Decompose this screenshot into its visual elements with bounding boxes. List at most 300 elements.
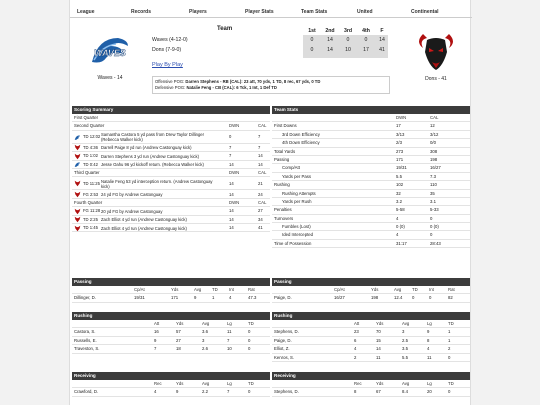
column-head: Int xyxy=(429,287,434,292)
stat-header-row xyxy=(72,320,270,328)
dons-team-icon xyxy=(74,225,81,232)
stat-value: 11 xyxy=(427,354,432,360)
column-head: Avg xyxy=(394,287,402,292)
stat-label: First Downs xyxy=(274,123,297,129)
column-head: Lg xyxy=(227,321,232,326)
stat-label: Penalties xyxy=(274,207,292,213)
column-head: TD xyxy=(448,321,454,326)
column-head: Avg xyxy=(402,381,410,386)
nav-player-stats[interactable]: Player Stats xyxy=(245,8,274,15)
dons-team-icon xyxy=(74,208,81,215)
column-head: TD xyxy=(448,381,454,386)
team-name: Dons (7-9-0) xyxy=(152,47,182,53)
stat-cal: 12 xyxy=(430,123,435,129)
dwn-head: DWN xyxy=(396,115,407,120)
receiving-right-panel xyxy=(272,372,470,397)
team-column-head: Team xyxy=(217,26,233,32)
stat-dwn: 2/3 xyxy=(396,140,402,146)
players-of-game xyxy=(152,76,390,94)
player-name[interactable]: Paige, D. xyxy=(274,295,292,301)
stat-dwn: 273 xyxy=(396,148,404,154)
score-row-waves xyxy=(152,36,392,45)
stat-dwn: 5-58 xyxy=(396,207,405,213)
play-type-time: TD 1:02 xyxy=(83,153,98,159)
final-head: F xyxy=(380,28,384,34)
team-stat-row xyxy=(272,139,470,147)
q-score: 0 xyxy=(346,37,350,43)
team-stat-row xyxy=(272,190,470,198)
player-stat-row xyxy=(72,337,270,345)
first-quarter-row xyxy=(72,114,270,122)
dons-team-icon xyxy=(74,144,81,151)
q-score: 0 xyxy=(310,47,314,53)
home-score: 41 xyxy=(258,225,263,231)
stat-value: 82 xyxy=(448,295,453,301)
player-stat-row xyxy=(272,337,470,345)
stat-cal: 0 (0) xyxy=(430,224,439,230)
column-head: Yds xyxy=(376,321,384,326)
stat-value: 16 xyxy=(154,329,159,335)
stat-dwn: 31:17 xyxy=(396,240,407,246)
stat-dwn: 171 xyxy=(396,156,404,162)
stat-header-row xyxy=(72,286,270,294)
stat-value: 7 xyxy=(227,337,230,343)
quarter-label: Third Quarter xyxy=(74,169,100,175)
defensive-pog xyxy=(155,85,387,91)
waves-logo-text: WAVES xyxy=(94,48,126,58)
stat-value: 198 xyxy=(371,295,379,301)
stat-value: 1 xyxy=(212,295,215,301)
final-score: 41 xyxy=(379,47,385,53)
stat-label: Yards per Rush xyxy=(282,198,312,204)
column-head: Rec xyxy=(154,381,162,386)
third-quarter-row xyxy=(72,169,270,177)
scoring-summary-panel xyxy=(72,106,270,232)
dons-logo xyxy=(413,28,459,74)
column-head: Rat xyxy=(248,287,255,292)
stat-value: 3 xyxy=(202,337,205,343)
play-description: Darren Stephens 3 yd run (Andrew Castonguay kick) xyxy=(101,153,199,159)
scoring-play xyxy=(72,152,270,160)
stat-value: 2.2 xyxy=(202,389,208,395)
stat-dwn: 3/13 xyxy=(396,131,405,137)
stat-cal: 3.1 xyxy=(430,198,436,204)
player-name[interactable]: Crawford, D. xyxy=(74,389,99,395)
quarter-label: First Quarter xyxy=(74,115,99,120)
stat-value: 9 xyxy=(176,389,179,395)
stat-label: Ided Intercepted xyxy=(282,232,314,238)
stat-value: 8 xyxy=(427,337,430,343)
scoring-play xyxy=(72,190,270,198)
panel-title: Receiving xyxy=(72,372,270,380)
player-stat-row xyxy=(272,354,470,362)
q4-plays xyxy=(72,207,270,232)
play-type-time: TD 4:36 xyxy=(83,144,98,150)
stat-value: 0 xyxy=(448,354,451,360)
stat-cal: 0 xyxy=(430,232,433,238)
stat-value: 20 xyxy=(427,389,432,395)
q3-plays xyxy=(72,177,270,198)
away-score: 14 xyxy=(229,216,234,222)
waves-team-icon xyxy=(74,134,81,141)
player-name[interactable]: Traveston, S. xyxy=(74,346,100,352)
column-head: Att xyxy=(354,321,360,326)
play-description: Zach Elliot 4 yd run (Andrew Castonguay kick) xyxy=(101,217,187,223)
home-score: 24 xyxy=(258,191,263,197)
team-stat-row xyxy=(272,148,470,156)
stat-header-row xyxy=(272,320,470,328)
team-stat-row xyxy=(272,131,470,139)
column-head: Yds xyxy=(371,287,379,292)
column-head: Cp/At xyxy=(134,287,145,292)
stat-header-row xyxy=(272,286,470,294)
final-score: 14 xyxy=(379,37,385,43)
stat-value: 4 xyxy=(229,295,232,301)
cal-head: CAL xyxy=(258,199,267,205)
column-head: Avg xyxy=(194,287,202,292)
team-stats-rows xyxy=(272,122,470,248)
player-name[interactable]: Elliot, Z. xyxy=(274,346,290,352)
defense-pog-label: Defensive POG: xyxy=(155,85,186,90)
column-head: Att xyxy=(154,321,160,326)
stat-value: 57 xyxy=(176,329,181,335)
column-head: TD xyxy=(212,287,218,292)
scoring-play xyxy=(72,216,270,224)
stat-value: 4 xyxy=(154,389,157,395)
player-name[interactable]: Stephens, D. xyxy=(274,389,299,395)
stat-value: 0 xyxy=(248,329,251,335)
team-stat-row xyxy=(272,122,470,130)
player-name[interactable]: Russells, E. xyxy=(74,337,97,343)
play-description: Zach Elliot 4 yd run (Andrew Castonguay kick) xyxy=(101,225,187,231)
stat-value: 19/31 xyxy=(134,295,145,301)
player-stat-row xyxy=(72,328,270,336)
offense-pog-value: Darren Stephens - RB (CAL): 23 att, 70 yds, 1 TD, 8 rec, 67 yds, 0 TD xyxy=(185,79,321,84)
nav-league[interactable]: League xyxy=(77,8,95,15)
column-head: Lg xyxy=(427,381,432,386)
stat-value: 9 xyxy=(154,337,157,343)
stat-value: 0 xyxy=(248,389,251,395)
away-score: 7 xyxy=(229,153,232,159)
quarter-label: Second Quarter xyxy=(74,123,105,129)
away-score: 14 xyxy=(229,225,234,231)
stat-value: 67 xyxy=(376,389,381,395)
scoring-play xyxy=(72,207,270,215)
fourth-quarter-row xyxy=(72,199,270,207)
panel-title: Rushing xyxy=(72,312,270,320)
play-by-play-link[interactable]: Play By Play xyxy=(152,62,183,68)
play-description: 24 yd FG by Andrew Castonguay xyxy=(101,192,163,198)
stat-label: Time of Possession xyxy=(274,240,312,246)
play-type-time: TD 11:25 xyxy=(83,180,100,186)
away-caption: Waves - 14 xyxy=(97,75,123,81)
stat-value: 4 xyxy=(427,346,430,352)
stat-cal: 16/27 xyxy=(430,165,441,171)
rushing-right-panel xyxy=(272,312,470,362)
stat-value: 3.5 xyxy=(402,346,408,352)
column-head: Rat xyxy=(448,287,455,292)
stat-cal: 5-33 xyxy=(430,207,439,213)
q2-plays xyxy=(72,131,270,169)
passing-left-panel xyxy=(72,278,270,303)
stat-value: 1 xyxy=(448,337,451,343)
stat-label: Turnovers xyxy=(274,215,294,221)
player-name[interactable]: Stephens, D. xyxy=(274,329,299,335)
stat-dwn: 0 (0) xyxy=(396,224,405,230)
dons-team-icon xyxy=(74,191,81,198)
away-score: 14 xyxy=(229,208,234,214)
stat-value: 11 xyxy=(227,329,232,335)
play-type-time: TD 1:45 xyxy=(83,225,98,231)
player-name[interactable]: Castora, S. xyxy=(74,329,96,335)
player-stat-row xyxy=(72,345,270,353)
stat-cal: 3/12 xyxy=(430,131,439,137)
away-score: 14 xyxy=(229,180,234,186)
away-score: 0 xyxy=(229,134,232,140)
stat-value: 8.4 xyxy=(402,389,408,395)
stat-label: 4th Down Efficiency xyxy=(282,140,320,146)
stat-dwn: 4 xyxy=(396,232,399,238)
away-score: 14 xyxy=(229,161,234,167)
stat-value: 47.3 xyxy=(248,295,257,301)
stat-value: 2 xyxy=(448,346,451,352)
panel-title: Passing xyxy=(272,278,470,286)
stat-value: 1 xyxy=(448,329,451,335)
stat-value: 7 xyxy=(227,389,230,395)
stat-value: 16/27 xyxy=(334,295,345,301)
stat-header-row xyxy=(72,380,270,388)
stat-value: 0 xyxy=(412,295,415,301)
home-score: 14 xyxy=(258,153,263,159)
stat-value: 2 xyxy=(354,354,357,360)
player-name[interactable]: Paige, D. xyxy=(274,337,292,343)
play-description: Samantha Castora 5 yd pass from Drew Taylor Dillinger (Rebecca Walker kick) xyxy=(101,132,205,143)
home-caption: Dons - 41 xyxy=(425,76,447,82)
stat-value: 0 xyxy=(248,346,251,352)
scoring-play xyxy=(72,131,270,144)
column-head: Cp/At xyxy=(334,287,345,292)
stat-cal: 35 xyxy=(430,190,435,196)
stat-dwn: 102 xyxy=(396,182,404,188)
q-score: 17 xyxy=(363,47,369,53)
dons-team-icon xyxy=(74,180,81,187)
column-head: Lg xyxy=(427,321,432,326)
column-head: Yds xyxy=(171,287,179,292)
team-stat-row xyxy=(272,164,470,172)
dons-team-icon xyxy=(74,216,81,223)
stat-value: 9 xyxy=(427,329,430,335)
stat-cal: 110 xyxy=(430,182,437,188)
stat-value: 70 xyxy=(376,329,381,335)
stat-value: 6 xyxy=(354,337,357,343)
defense-pog-value: Natalie Feng - CB (CAL): 6 Tck, 1 Int, 1 Def TD xyxy=(186,85,277,90)
stat-cal: 28:43 xyxy=(430,240,441,246)
nav-united[interactable]: United xyxy=(357,8,373,15)
stat-dwn: 32 xyxy=(396,190,401,196)
stat-value: 171 xyxy=(171,295,179,301)
scoring-play xyxy=(72,161,270,169)
play-description: Darrell Paige 8 yd run (Andrew Castonguay kick) xyxy=(101,145,192,151)
player-name[interactable]: Kenros, S. xyxy=(274,354,295,360)
stat-cal: 308 xyxy=(430,148,438,154)
stat-value: 2.6 xyxy=(202,346,208,352)
panel-title: Rushing xyxy=(272,312,470,320)
column-head: Rec xyxy=(354,381,362,386)
column-head: Lg xyxy=(227,381,232,386)
cal-head: CAL xyxy=(258,169,267,175)
home-score: 14 xyxy=(258,161,263,167)
stat-value: 23 xyxy=(354,329,359,335)
play-type-time: TD 2:25 xyxy=(83,216,98,222)
stat-value: 27 xyxy=(176,337,181,343)
stat-cal: 198 xyxy=(430,156,438,162)
stat-header-row xyxy=(272,380,470,388)
scoring-play xyxy=(72,144,270,152)
away-score: 7 xyxy=(229,144,232,150)
passing-right-panel xyxy=(272,278,470,303)
dons-team-icon xyxy=(74,153,81,160)
second-quarter-row xyxy=(72,122,270,130)
stat-value: 3.6 xyxy=(202,329,208,335)
waves-logo xyxy=(88,32,132,70)
column-head: Avg xyxy=(202,321,210,326)
home-score: 34 xyxy=(258,216,263,222)
play-type-time: TD 12:02 xyxy=(83,134,101,140)
home-score: 7 xyxy=(258,144,261,150)
play-description: Jesse Oahu 96 yd kickoff return. (Rebecca Walker kick) xyxy=(101,162,204,168)
stat-label: 3rd Down Efficiency xyxy=(282,131,320,137)
stat-label: Comp/Att xyxy=(282,165,300,171)
column-head: Avg xyxy=(402,321,410,326)
stat-value: 10 xyxy=(227,346,232,352)
quarter-label: Fourth Quarter xyxy=(74,199,103,205)
nav-team-stats[interactable]: Team Stats xyxy=(301,8,328,15)
column-head: TD xyxy=(248,381,254,386)
q3-head: 3rd xyxy=(343,28,353,34)
top-nav xyxy=(70,6,472,18)
team-stats-title: Team Stats xyxy=(272,106,470,114)
team-stats-panel xyxy=(272,106,470,248)
stat-value: 11 xyxy=(376,354,381,360)
team-stat-row xyxy=(272,173,470,181)
team-name: Waves (4-12-0) xyxy=(152,37,188,43)
receiving-left-panel xyxy=(72,372,270,397)
play-type-time: FG 2:53 xyxy=(83,191,99,197)
team-stat-row xyxy=(272,181,470,189)
panel-title: Passing xyxy=(72,278,270,286)
team-stat-row xyxy=(272,206,470,214)
nav-records[interactable]: Records xyxy=(131,8,152,15)
team-stat-row xyxy=(272,223,470,231)
nav-players[interactable]: Players xyxy=(189,8,207,15)
rushing-left-panel xyxy=(72,312,270,354)
column-head: Yds xyxy=(176,381,184,386)
play-type-time: TD 0:42 xyxy=(83,161,98,167)
stat-dwn: 19/31 xyxy=(396,165,407,171)
player-stat-row xyxy=(72,388,270,396)
cal-head: CAL xyxy=(430,115,439,120)
cal-head: CAL xyxy=(258,123,267,129)
q-score: 0 xyxy=(310,37,314,43)
stat-dwn: 5.5 xyxy=(396,173,402,179)
stat-value: 18 xyxy=(176,346,181,352)
player-stat-row xyxy=(272,294,470,302)
stat-cal: 0 xyxy=(430,215,433,221)
waves-team-icon xyxy=(74,161,81,168)
home-score: 21 xyxy=(258,180,263,186)
stat-cal: 7.3 xyxy=(430,173,436,179)
stat-label: Total Yards xyxy=(274,148,296,154)
page xyxy=(69,0,471,405)
stat-value: 4 xyxy=(354,346,357,352)
stat-value: 3 xyxy=(402,329,405,335)
panel-title: Receiving xyxy=(272,372,470,380)
stat-value: 12.4 xyxy=(394,295,403,301)
team-stat-row xyxy=(272,215,470,223)
nav-continental[interactable]: Continental xyxy=(411,8,439,15)
team-stats-header xyxy=(272,114,470,122)
column-head: TD xyxy=(412,287,418,292)
stat-value: 0 xyxy=(448,389,451,395)
player-stat-row xyxy=(272,388,470,396)
stat-dwn: 17 xyxy=(396,123,401,129)
team-stat-row xyxy=(272,240,470,248)
stat-label: Rushing Attempts xyxy=(282,190,316,196)
stat-value: 14 xyxy=(376,346,381,352)
player-stat-row xyxy=(272,328,470,336)
stat-value: 7 xyxy=(154,346,157,352)
q-score: 14 xyxy=(327,47,333,53)
stat-value: 0 xyxy=(429,295,432,301)
stat-value: 15 xyxy=(376,337,381,343)
stat-label: Passing xyxy=(274,156,290,162)
home-score: 7 xyxy=(258,134,261,140)
home-score: 27 xyxy=(258,208,263,214)
dwn-head: DWN xyxy=(229,169,240,175)
q-score: 10 xyxy=(345,47,351,53)
stat-value: 9 xyxy=(194,295,197,301)
scoring-play xyxy=(72,177,270,190)
offense-pog-label: Offensive POG: xyxy=(155,79,185,84)
away-score: 14 xyxy=(229,191,234,197)
player-stat-row xyxy=(272,345,470,353)
scoring-play xyxy=(72,224,270,232)
stat-value: 8 xyxy=(354,389,357,395)
team-stat-row xyxy=(272,156,470,164)
q4-head: 4th xyxy=(362,28,370,34)
player-name[interactable]: Dillinger, D. xyxy=(74,295,96,301)
q2-head: 2nd xyxy=(325,28,335,34)
scoring-summary-title: Scoring Summary xyxy=(72,106,270,114)
stat-label: Yards per Pass xyxy=(282,173,312,179)
q-score: 14 xyxy=(327,37,333,43)
column-head: Avg xyxy=(202,381,210,386)
stat-dwn: 4 xyxy=(396,215,399,221)
column-head: TD xyxy=(248,321,254,326)
stat-label: Fumbles (Lost) xyxy=(282,224,311,230)
column-head: Yds xyxy=(176,321,184,326)
stat-dwn: 3.2 xyxy=(396,198,402,204)
dwn-head: DWN xyxy=(229,199,240,205)
player-stat-row xyxy=(72,294,270,302)
stat-value: 5.5 xyxy=(402,354,408,360)
team-stat-row xyxy=(272,231,470,239)
column-head: Int xyxy=(229,287,234,292)
stat-cal: 0/0 xyxy=(430,140,436,146)
stat-value: 0 xyxy=(248,337,251,343)
column-head: Yds xyxy=(376,381,384,386)
team-stat-row xyxy=(272,198,470,206)
